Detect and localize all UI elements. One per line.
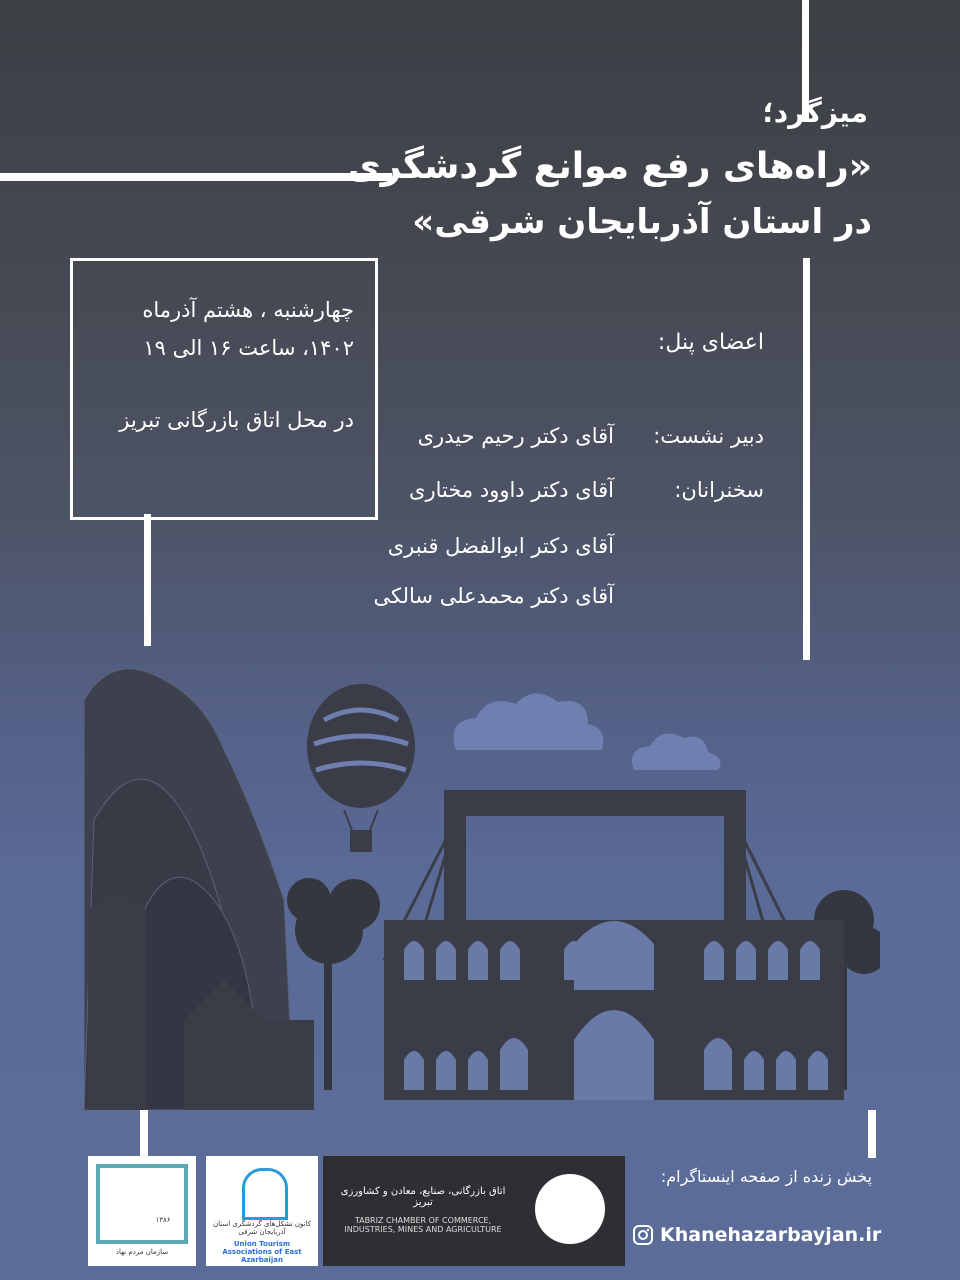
logo1-year: ۱۳۸۶	[155, 1216, 171, 1224]
event-date: چهارشنبه ، هشتم آذرماه	[142, 298, 354, 322]
speaker-name: آقای دکتر محمدعلی سالکی	[373, 584, 614, 608]
logo1-caption: سازمان مردم نهاد	[115, 1248, 169, 1256]
hot-air-balloon-icon	[307, 684, 415, 852]
page-subtitle: در استان آذربایجان شرقی»	[412, 202, 872, 242]
instagram-handle[interactable]: Khanehazarbayjan.ir	[660, 1224, 882, 1246]
logo2-caption-fa: کانون تشکل‌های گردشگری استان آذربایجان شرقی	[212, 1220, 312, 1236]
tourism-union-logo	[206, 1156, 318, 1266]
moderator-name: آقای دکتر رحیم حیدری	[417, 424, 614, 448]
ngo-logo	[88, 1156, 196, 1266]
cloud-icon	[454, 693, 721, 770]
speaker-name: آقای دکتر داوود مختاری	[409, 478, 614, 502]
frame-line-left-box	[144, 514, 151, 646]
event-venue: در محل اتاق بازرگانی تبریز	[119, 408, 354, 432]
instagram-icon	[632, 1224, 654, 1246]
moderator-label: دبیر نشست:	[653, 424, 764, 448]
logo3-caption-en: TABRIZ CHAMBER OF COMMERCE, INDUSTRIES, MINES AND AGRICULTURE	[344, 1216, 502, 1234]
event-time: ۱۴۰۲، ساعت ۱۶ الی ۱۹	[143, 336, 354, 360]
speakers-label: سخنرانان:	[674, 478, 764, 502]
panel-title: اعضای پنل:	[657, 330, 764, 355]
frame-line-title-right	[0, 173, 392, 181]
frame-line-right	[803, 258, 810, 660]
logo2-caption-en: Union Tourism Associations of East Azarbaijan	[222, 1240, 302, 1264]
historic-building	[384, 920, 844, 1100]
city-silhouette-illustration	[84, 660, 880, 1110]
instagram-link[interactable]	[632, 1222, 881, 1248]
speaker-name: آقای دکتر ابوالفضل قنبری	[387, 534, 614, 558]
logo3-caption-fa: اتاق بازرگانی، صنایع، معادن و کشاورزی تبریز	[340, 1186, 506, 1208]
event-type-label: میزگرد؛	[762, 96, 868, 129]
frame-line-bottom-right	[868, 1110, 876, 1158]
page-title: «راه‌های رفع موانع گردشگری	[347, 146, 872, 187]
tabriz-chamber-logo	[323, 1156, 625, 1266]
live-stream-label: پخش زنده از صفحه اینستاگرام:	[660, 1167, 872, 1186]
frame-line-bottom-left	[140, 1110, 148, 1158]
